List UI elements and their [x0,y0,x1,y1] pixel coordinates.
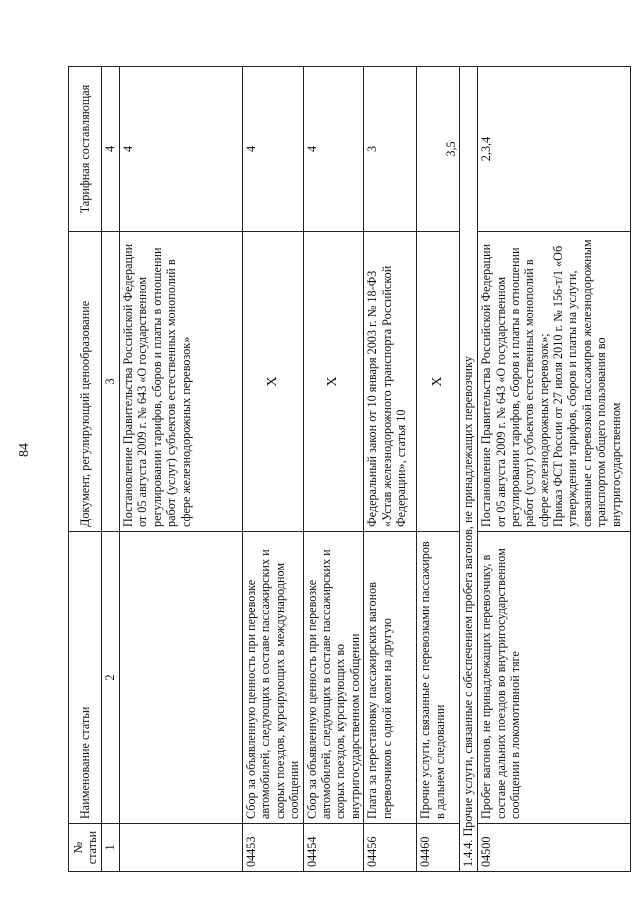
table-row [478,67,631,872]
table-row [364,67,417,872]
row-tariff: 2,3,4 [478,67,631,232]
header-tariff: Тарифная составляющая [69,67,102,232]
row-code: 04454 [303,824,364,872]
section-row [460,67,478,872]
row-tariff: 4 [120,67,243,232]
header-num: № статьи [69,824,102,872]
column-number-row [102,67,120,872]
row-tariff: 4 [303,67,364,232]
row-name: Сбор за объявленную ценность при перевозке автомобилей, следующих в составе пассажирских и скорых поездов, курсирующих во внутригосударственном сообщении [303,532,364,824]
col-number: 2 [102,532,120,824]
col-number: 3 [102,232,120,532]
row-name: Прочие услуги, связанные с перевозками пассажиров в дальнем следовании [417,532,460,824]
row-name [120,532,243,824]
row-code: 04456 [364,824,417,872]
row-doc [478,232,631,532]
col-number: 1 [102,824,120,872]
table-row [303,67,364,872]
header-row [69,67,102,872]
rotated-table-container [68,67,623,872]
row-doc: Федеральный закон от 10 января 2003 г. № 18-ФЗ «Устав железнодорожного транспорта Российской Федерации», статья 10 [364,232,417,532]
row-name: Пробег вагонов, не принадлежащих перевозчику, в составе дальних поездов во внутригосударственном сообщении в локомотивной тяге [478,532,631,824]
header-doc: Документ, регулирующий ценообразование [69,232,102,532]
row-doc: X [303,232,364,532]
row-doc: X [417,232,460,532]
header-name: Наименование статьи [69,532,102,824]
page-number: 84 [17,443,32,457]
row-code [120,824,243,872]
row-tariff: 4 [243,67,304,232]
row-name: Плата за перестановку пассажирских вагонов перевозчиков с одной колеи на другую [364,532,417,824]
row-tariff: 3 [364,67,417,232]
row-doc: X [243,232,304,532]
row-code: 04460 [417,824,460,872]
table-row [417,67,460,872]
tariff-table [68,66,631,872]
section-title: 1.4.4. Прочие услуги, связанные с обеспечением пробега вагонов, не принадлежащих перевозчику [460,67,478,872]
row-doc-part: Постановление Правительства Российской Федерации от 05 августа 2009 г. № 643 «О государственном регулировании тарифов, сборов и платы в отношении работ (услуг) субъектов естественных монополий в сфере железнодорожных перевозок»; [479,243,551,527]
row-code: 04500 [478,824,631,872]
col-number: 4 [102,67,120,232]
row-tariff: 3,5 [417,67,460,232]
row-doc: Постановление Правительства Российской Федерации от 05 августа 2009 г. № 643 «О государственном регулировании тарифов, сборов и платы в отношении работ (услуг) субъектов естественных монополий в сфере железнодорожных перевозок» [120,232,243,532]
table-row [120,67,243,872]
row-doc-part: Приказ ФСТ России от 27 июля 2010 г. № 156-т/1 «Об утверждении тарифов, сборов и платы на услуги, связанные с перевозкой пассажиров железнодорожным транспортом общего пользования во внутригосударственном [551,239,623,527]
row-code: 04453 [243,824,304,872]
table-row [243,67,304,872]
row-name: Сбор за объявленную ценность при перевозке автомобилей, следующих в составе пассажирских и скорых поездов, курсирующих в международном сообщении [243,532,304,824]
